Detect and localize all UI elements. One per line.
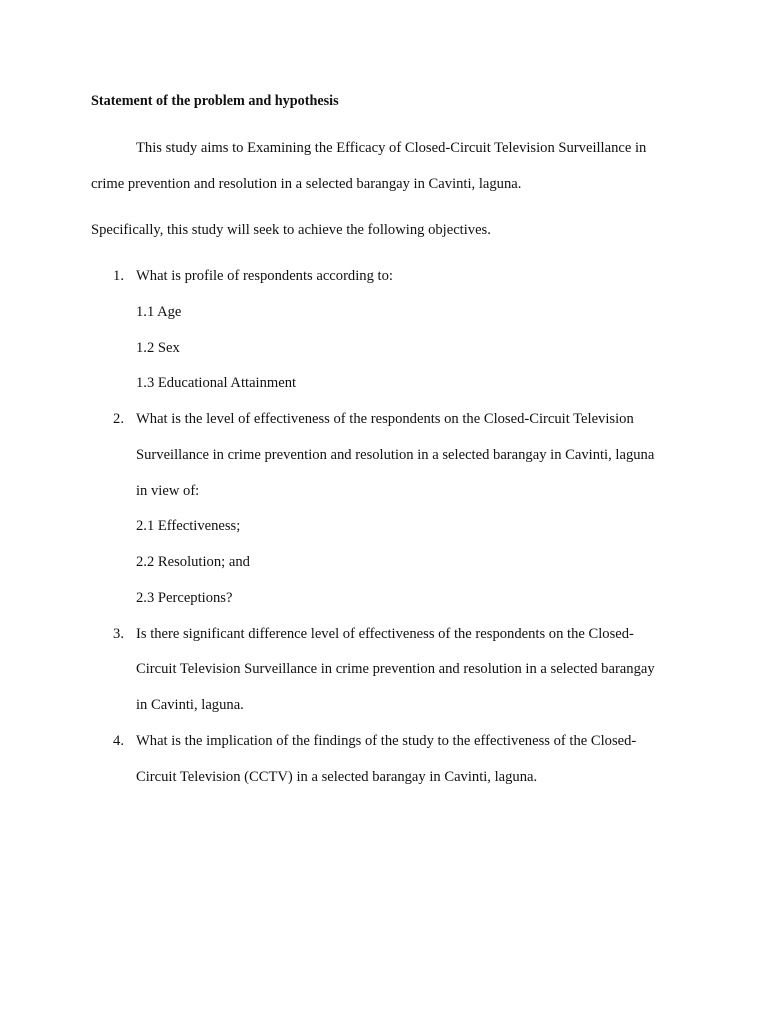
objective-number: 4. [113, 733, 124, 749]
section-heading: Statement of the problem and hypothesis [91, 93, 339, 109]
objective-line: Circuit Television Surveillance in crime prevention and resolution in a selected barangay [136, 661, 655, 677]
objective-subitem: 1.1 Age [136, 304, 182, 320]
objective-subitem: 2.3 Perceptions? [136, 590, 233, 606]
objective-subitem: 1.3 Educational Attainment [136, 375, 297, 391]
objective-subitem: 1.2 Sex [136, 340, 180, 356]
objective-number: 1. [113, 268, 124, 284]
objective-subitem: 2.2 Resolution; and [136, 554, 250, 570]
objective-number: 2. [113, 411, 124, 427]
objective-subitem: 2.1 Effectiveness; [136, 518, 241, 534]
objective-line: Surveillance in crime prevention and resolution in a selected barangay in Cavinti, laguna [136, 447, 655, 463]
objective-line: What is the implication of the findings of the study to the effectiveness of the Closed- [136, 733, 637, 749]
intro-line-1: This study aims to Examining the Efficacy of Closed-Circuit Television Surveillance in [136, 140, 647, 156]
objectives-intro: Specifically, this study will seek to achieve the following objectives. [91, 222, 491, 238]
objective-line: What is the level of effectiveness of the respondents on the Closed-Circuit Television [136, 411, 634, 427]
objective-line: Circuit Television (CCTV) in a selected barangay in Cavinti, laguna. [136, 769, 538, 785]
objective-number: 3. [113, 626, 124, 642]
objective-line: in Cavinti, laguna. [136, 697, 244, 713]
objective-line: What is profile of respondents according to: [136, 268, 393, 284]
objective-line: Is there significant difference level of effectiveness of the respondents on the Closed- [136, 626, 634, 642]
objective-line: in view of: [136, 483, 200, 499]
intro-line-2: crime prevention and resolution in a selected barangay in Cavinti, laguna. [91, 176, 522, 192]
